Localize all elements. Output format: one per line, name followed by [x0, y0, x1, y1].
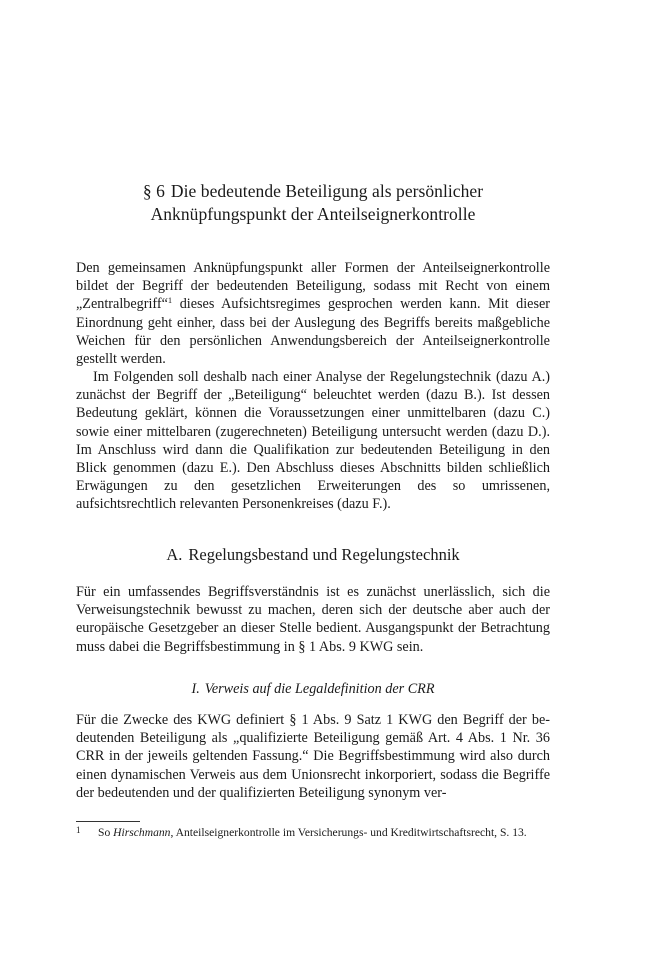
- footnote-1: 1 So Hirschmann, Anteilseignerkontrolle im Versicherungs- und Kreditwirtschaftsrecht, S. 13.: [76, 825, 527, 839]
- chapter-number: § 6: [142, 181, 165, 201]
- section-a-paragraph: Für ein umfassendes Begriffsverständnis ist es zunächst unerlässlich, sich die Verweisungstechnik bewusst zu machen, deren sich der deutsche aber auch der europäische Gesetzgeber an dieser Stelle bedient. Ausgangspunkt der Betrachtung muss dabei die Begriffsbestimmung in § 1 Abs. 9 KWG sein.: [76, 584, 550, 655]
- intro-p1-text-a: Den gemeinsamen Anknüpfungspunkt aller Formen der Anteilseignerkontrolle bildet der Begriff der bedeutenden Beteiligung, sodass mit Recht von einem „Zentralbegriff“: [76, 260, 550, 313]
- intro-paragraph-1: [76, 259, 550, 368]
- subsection-number: I.: [191, 681, 200, 697]
- chapter-title-line2: Anknüpfungspunkt der Anteilseignerkontrolle: [150, 204, 476, 224]
- subsection-i-paragraph: Für die Zwecke des KWG definiert § 1 Abs. 9 Satz 1 KWG den Begriff der bedeutenden Beteiligung als „qualifizierte Beteiligung gemäß Art. 4 Abs. 1 Nr. 36 CRR in der jeweils geltenden Fassung.“ Die Begriffsbestimmung wird also durch einen dynamischen Verweis aus dem Unionsrecht inkorporiert, sodass die Begriffe der bedeutenden und der qualifizierten Beteiligung synonym ver-: [76, 712, 550, 801]
- intro-paragraph-2: Im Folgenden soll deshalb nach einer Analyse der Regelungstechnik (dazu A.) zunächst der Begriff der „Beteiligung“ beleuchtet werden (dazu B.). Ist dessen Bedeutung geklärt, können die Voraussetzungen einer unmittelbaren (dazu C.) sowie einer mittelbaren (zugerechneten) Beteiligung untersucht werden (dazu D.). Im Anschluss wird dann die Qualifikation zur bedeutenden Beteiligung in den Blick genommen (dazu E.). Den Abschluss dieses Abschnitts bilden schließlich Erwägungen zu den gesetzlichen Erweiterungen des so umrissenen, aufsichtsrechtlich relevanten Personenkreises (dazu F.).: [76, 369, 550, 513]
- chapter-title: [76, 180, 550, 226]
- subsection-title: Verweis auf die Legaldefinition der CRR: [204, 681, 435, 697]
- chapter-title-line1: Die bedeutende Beteiligung als persönlicher: [170, 181, 484, 201]
- footnote-reference[interactable]: 1: [167, 295, 173, 306]
- intro-p1-text-b: dieses Aufsichtsregimes gesprochen werden kann. Mit dieser Einordnung geht einher, dass bei der Auslegung des Begriffs bereits maßgebliche Weichen für den persönlichen Anwendungsbereich der Anteilseignerkontrolle gestellt werden.: [76, 296, 550, 368]
- section-title: Regelungsbestand und Regelungstechnik: [188, 545, 460, 564]
- section-heading-a: [76, 545, 550, 565]
- footnote-text: , Anteilseignerkontrolle im Versicherungs- und Kreditwirtschaftsrecht, S. 13.: [170, 826, 527, 839]
- footnote-divider: [76, 821, 140, 822]
- section-letter: A.: [166, 545, 183, 564]
- footnote-author: Hirschmann: [113, 826, 171, 839]
- footnote-prefix: So: [98, 826, 111, 839]
- subsection-heading-i: [76, 680, 550, 698]
